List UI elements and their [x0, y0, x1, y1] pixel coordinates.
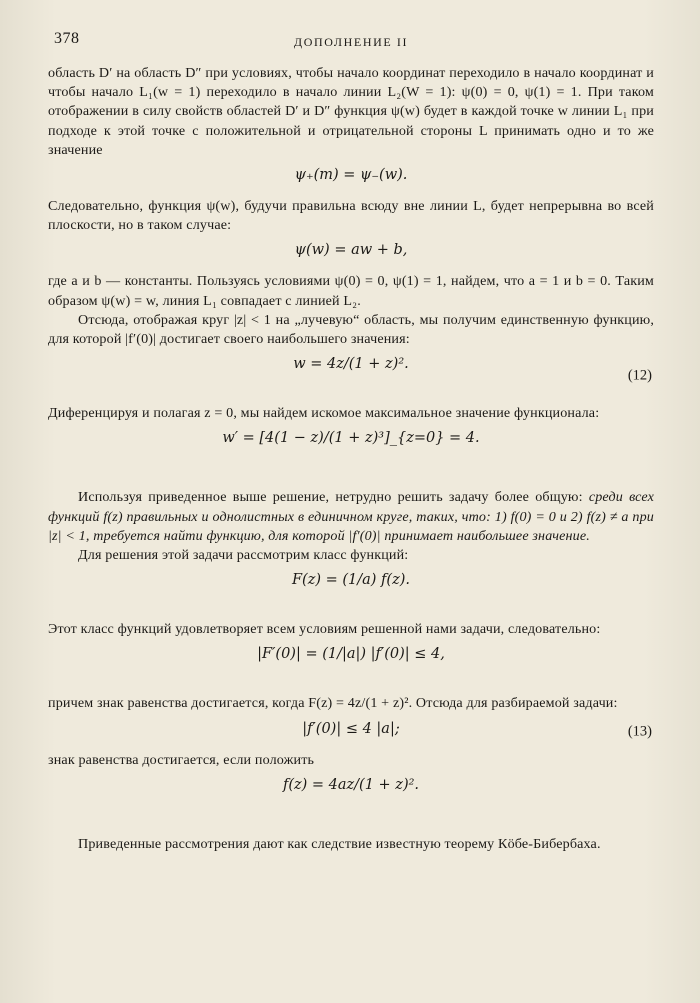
equation-psi-linear — [48, 242, 654, 264]
paragraph-6 — [48, 488, 654, 546]
page-number: 378 — [54, 30, 80, 47]
equation-psi-plus-minus — [48, 167, 654, 189]
paragraph-7: Для решения этой задачи рассмотрим класс функций: — [78, 547, 409, 564]
equation-number-13: (13) — [627, 723, 652, 740]
paragraph-1: область D′ на область D″ при условиях, чтобы начало координат переходило в начало координат и чтобы начало L₁(w = 1) переходило в начало линии L₂(W = 1): ψ(0) = 0, ψ(1) = 1. При таком отображении в силу свойств областей D′ и D″ функция ψ(w) будет в каждой точке w линии L₁ при подходе к этой точке с положительной и отрицательной стороны L принимать одно и то же значение — [48, 65, 654, 158]
equation-F-prime-bound — [48, 646, 654, 686]
body-text — [48, 64, 654, 854]
paragraph-10: знак равенства достигается, если положить — [48, 751, 315, 768]
paragraph-6-problem-statement: среди всех функций f(z) правильных и однолистных в единичном круге, таких, что: 1) f(0) = 0 и 2) f(z) ≠ a при |z| < 1, требуется найти функцию, для которой |f′(0)| принимает наибольшее значение. — [48, 489, 655, 544]
paragraph-6-lead: Используя приведенное выше решение, нетрудно решить задачу более общую: — [78, 489, 589, 506]
paragraph-3: где a и b — константы. Пользуясь условиями ψ(0) = 0, ψ(1) = 1, найдем, что a = 1 и b = 0. Таким образом ψ(w) = w, линия L₁ совпадает с линией L₂. — [48, 273, 654, 309]
paragraph-5: Диференцируя и полагая z = 0, мы найдем искомое максимальное значение функционала: — [48, 405, 600, 422]
paragraph-8: Этот класс функций удовлетворяет всем условиям решенной нами задачи, следовательно: — [48, 621, 601, 638]
equation-text: |F′(0)| = (1/|a|) |f′(0)| ≤ 4, — [257, 646, 445, 663]
equation-number-12: (12) — [627, 367, 652, 384]
equation-text: w = 4z/(1 + z)². — [293, 356, 409, 373]
paragraph-9: причем знак равенства достигается, когда F(z) = 4z/(1 + z)². Отсюда для разбираемой задачи: — [48, 695, 618, 712]
equation-class-F — [48, 572, 654, 612]
equation-12 — [48, 356, 654, 396]
paragraph-4: Отсюда, отображая круг |z| < 1 на „лучевую“ область, мы получим единственную функцию, для которой |f′(0)| достигает своего наибольшего значения: — [48, 311, 654, 348]
equation-text: ψ₊(m) = ψ₋(w). — [294, 167, 408, 184]
equation-text: |f′(0)| ≤ 4 |a|; — [302, 720, 400, 737]
running-head: ДОПОЛНЕНИЕ II — [293, 35, 409, 49]
equation-text: w′ = [4(1 − z)/(1 + z)³]_{z=0} = 4. — [222, 430, 480, 447]
paragraph-11: Приведенные рассмотрения дают как следствие известную теорему Кöбе-Бибербаха. — [78, 835, 601, 852]
paragraph-2: Следовательно, функция ψ(w), будучи правильна всюду вне линии L, будет непрерывна во всей плоскости, но в таком случае: — [48, 198, 654, 234]
equation-text: F(z) = (1/a) f(z). — [292, 572, 410, 589]
equation-text: f(z) = 4az/(1 + z)². — [282, 776, 420, 793]
equation-text: ψ(w) = aw + b, — [294, 242, 408, 259]
equation-extremal-function — [48, 777, 654, 817]
equation-13 — [48, 721, 654, 743]
page-header — [48, 26, 654, 64]
equation-derivative-max — [48, 430, 654, 470]
